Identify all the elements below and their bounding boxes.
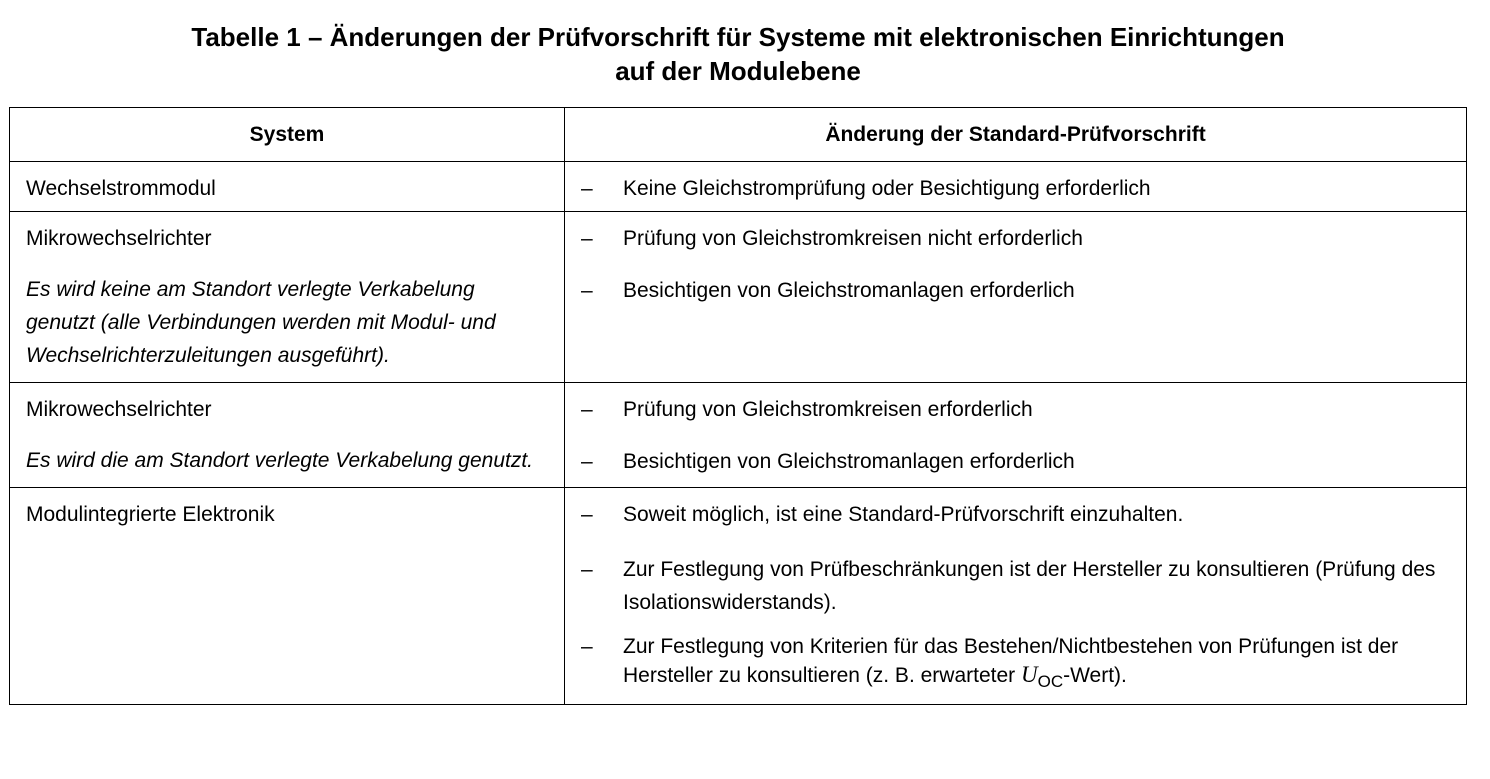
change-item xyxy=(581,450,1450,474)
voltage-subscript: OC xyxy=(1037,672,1064,691)
dash-bullet: – xyxy=(581,398,593,421)
header-system: System xyxy=(10,108,565,162)
system-cell xyxy=(10,212,565,383)
system-name: Modulintegrierte Elektronik xyxy=(26,503,275,526)
change-item-text: Zur Festlegung von Prüfbeschränkungen ist der Hersteller zu konsultieren (Prüfung des Isolationswiderstands). xyxy=(623,558,1436,614)
system-cell xyxy=(10,383,565,488)
system-cell xyxy=(10,488,565,705)
change-item-text: Prüfung von Gleichstromkreisen erforderlich xyxy=(623,398,1033,421)
test-procedure-table xyxy=(9,107,1467,705)
change-item-text: Besichtigen von Gleichstromanlagen erforderlich xyxy=(623,450,1075,473)
header-change: Änderung der Standard-Prüfvorschrift xyxy=(565,108,1467,162)
dash-bullet: – xyxy=(581,635,593,658)
criteria-text-suffix: -Wert). xyxy=(1063,664,1127,687)
table-row xyxy=(10,488,1467,705)
dash-bullet: – xyxy=(581,558,593,581)
system-note: Es wird die am Standort verlegte Verkabelung genutzt. xyxy=(26,449,534,472)
change-cell xyxy=(565,212,1467,383)
dash-bullet: – xyxy=(581,279,593,302)
change-cell xyxy=(565,488,1467,705)
change-item xyxy=(581,398,1450,422)
change-item-text: Prüfung von Gleichstromkreisen nicht erforderlich xyxy=(623,227,1083,250)
change-item-text: Soweit möglich, ist eine Standard-Prüfvorschrift einzuhalten. xyxy=(623,503,1184,526)
table-row xyxy=(10,383,1467,488)
dash-bullet: – xyxy=(581,450,593,473)
change-item-text xyxy=(623,633,1450,696)
voltage-symbol: U xyxy=(1020,662,1038,687)
change-item xyxy=(581,177,1450,201)
table-title-line-2: auf der Modulebene xyxy=(615,56,861,86)
system-note: Es wird keine am Standort verlegte Verkabelung genutzt (alle Verbindungen werden mit Modul- und Wechselrichterzuleitungen ausgeführt). xyxy=(26,278,496,367)
change-item xyxy=(581,503,1450,527)
system-name: Mikrowechselrichter xyxy=(26,398,212,421)
change-item xyxy=(581,633,1450,696)
criteria-text-prefix: Zur Festlegung von Kriterien für das Bestehen/Nichtbestehen von Prüfungen ist der Hersteller zu konsultieren (z. B. erwarteter xyxy=(623,635,1399,687)
system-cell xyxy=(10,162,565,212)
change-cell xyxy=(565,383,1467,488)
change-item-text: Keine Gleichstromprüfung oder Besichtigung erforderlich xyxy=(623,177,1151,200)
table-title xyxy=(0,20,1476,88)
table-header-row xyxy=(10,108,1467,162)
change-item xyxy=(581,553,1450,619)
table-row xyxy=(10,162,1467,212)
dash-bullet: – xyxy=(581,227,593,250)
system-name: Mikrowechselrichter xyxy=(26,227,212,250)
change-item-text: Besichtigen von Gleichstromanlagen erforderlich xyxy=(623,279,1075,302)
change-item xyxy=(581,227,1450,251)
system-name: Wechselstrommodul xyxy=(26,177,216,200)
table-title-line-1: Tabelle 1 – Änderungen der Prüfvorschrift für Systeme mit elektronischen Einrichtungen xyxy=(191,22,1285,52)
table-row xyxy=(10,212,1467,383)
change-item xyxy=(581,279,1450,303)
dash-bullet: – xyxy=(581,177,593,200)
dash-bullet: – xyxy=(581,503,593,526)
change-cell xyxy=(565,162,1467,212)
